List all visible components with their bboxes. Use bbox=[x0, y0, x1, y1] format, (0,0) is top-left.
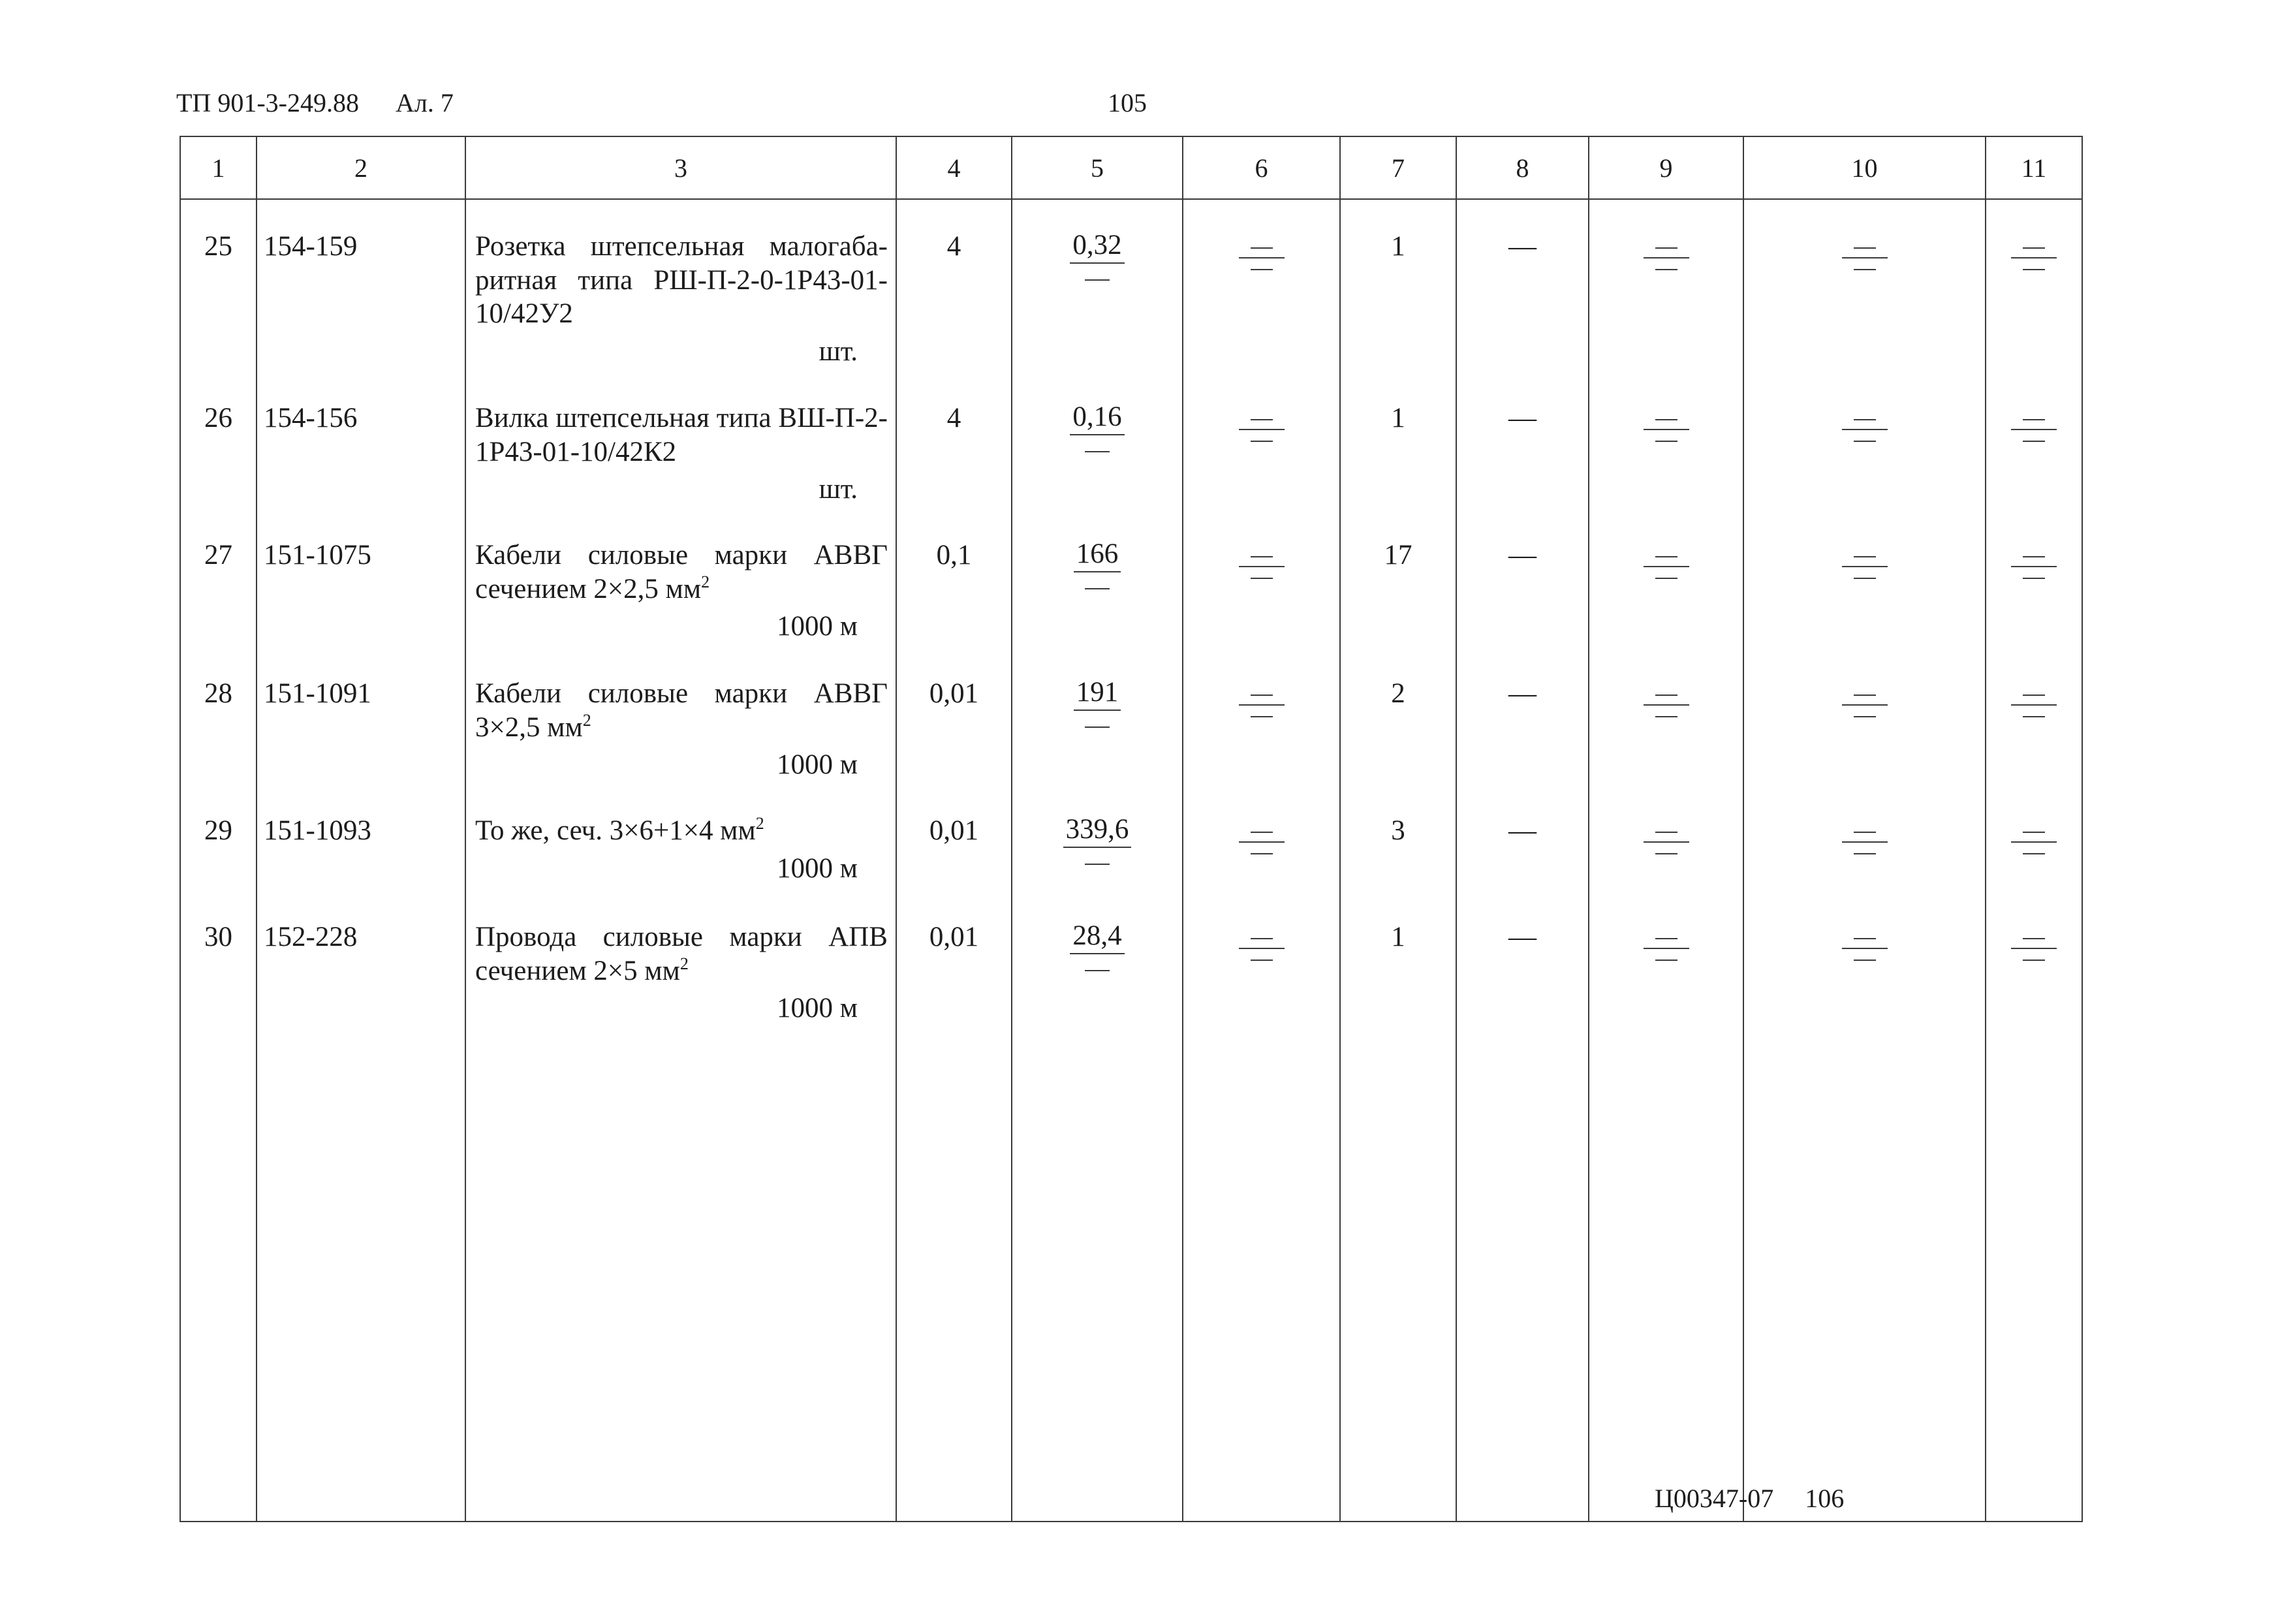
column-header: 10 bbox=[1743, 136, 1986, 199]
footer-sheet-number: 106 bbox=[1805, 1484, 1845, 1513]
empty-fraction bbox=[1239, 539, 1285, 584]
empty-fraction bbox=[1239, 920, 1285, 966]
unit-cost-cell bbox=[1012, 371, 1183, 508]
empty-fraction-cell bbox=[1986, 508, 2082, 647]
empty-dash bbox=[1085, 451, 1110, 452]
price-code: 151-1091 bbox=[257, 647, 465, 784]
empty-fraction bbox=[1239, 677, 1285, 723]
empty-fraction bbox=[2011, 539, 2057, 584]
empty-dash bbox=[1085, 279, 1110, 281]
unit-cost-fraction bbox=[1070, 920, 1124, 986]
item-name: Кабели силовые марки АВВГ сечением 2×2,5 мм bbox=[475, 540, 888, 604]
dash-value: — bbox=[1456, 647, 1589, 784]
empty-fraction-cell bbox=[1589, 890, 1743, 1025]
empty-fraction bbox=[2011, 677, 2057, 723]
empty-fraction-cell bbox=[1986, 890, 2082, 1025]
quantity: 0,1 bbox=[896, 508, 1012, 647]
item-unit: 1000 м bbox=[777, 993, 858, 1024]
dash-value: — bbox=[1456, 890, 1589, 1025]
table-row bbox=[180, 508, 2082, 647]
empty-fraction-cell bbox=[1743, 371, 1986, 508]
table-row bbox=[180, 890, 2082, 1025]
empty-fraction bbox=[2011, 230, 2057, 275]
empty-fraction-cell bbox=[1589, 508, 1743, 647]
unit-cost: 191 bbox=[1074, 677, 1121, 711]
total-value: 1 bbox=[1340, 371, 1456, 508]
column-number-row bbox=[180, 136, 2082, 199]
unit-cost: 0,32 bbox=[1070, 230, 1124, 264]
row-number: 28 bbox=[180, 647, 257, 784]
empty-fraction-cell bbox=[1743, 784, 1986, 890]
row-number: 25 bbox=[180, 199, 257, 371]
item-name-wrap bbox=[475, 814, 888, 848]
table-row bbox=[180, 199, 2082, 371]
row-number: 27 bbox=[180, 508, 257, 647]
table-row bbox=[180, 371, 2082, 508]
empty-fraction-cell bbox=[1986, 199, 2082, 371]
empty-fraction-cell bbox=[1183, 890, 1340, 1025]
empty-fraction bbox=[1842, 920, 1888, 966]
item-unit: шт. bbox=[819, 336, 858, 367]
item-name-cell bbox=[465, 199, 896, 371]
column-header: 8 bbox=[1456, 136, 1589, 199]
empty-fraction bbox=[1644, 539, 1689, 584]
unit-cost-fraction bbox=[1070, 230, 1124, 295]
unit-cost-fraction bbox=[1070, 401, 1124, 467]
total-value: 1 bbox=[1340, 890, 1456, 1025]
price-code: 151-1093 bbox=[257, 784, 465, 890]
quantity: 0,01 bbox=[896, 784, 1012, 890]
quantity: 4 bbox=[896, 199, 1012, 371]
empty-fraction bbox=[1644, 814, 1689, 860]
superscript: 2 bbox=[679, 954, 689, 973]
table-row bbox=[180, 784, 2082, 890]
empty-fraction-cell bbox=[1743, 647, 1986, 784]
empty-fraction bbox=[2011, 814, 2057, 860]
document-code: ТП 901-3-249.88 bbox=[176, 88, 359, 117]
item-name: Кабели силовые марки АВВГ 3×2,5 мм bbox=[475, 678, 888, 743]
empty-fraction-cell bbox=[1183, 199, 1340, 371]
column-header: 9 bbox=[1589, 136, 1743, 199]
dash-value: — bbox=[1456, 508, 1589, 647]
unit-cost: 0,16 bbox=[1070, 401, 1124, 435]
empty-fraction bbox=[1842, 230, 1888, 275]
empty-fraction bbox=[1239, 230, 1285, 275]
empty-fraction bbox=[1644, 677, 1689, 723]
empty-fraction bbox=[2011, 920, 2057, 966]
unit-cost: 166 bbox=[1074, 539, 1121, 572]
unit-cost-cell bbox=[1012, 890, 1183, 1025]
item-name: То же, сеч. 3×6+1×4 мм bbox=[475, 815, 756, 846]
quantity: 4 bbox=[896, 371, 1012, 508]
empty-fraction bbox=[2011, 401, 2057, 447]
price-code: 151-1075 bbox=[257, 508, 465, 647]
column-header: 7 bbox=[1340, 136, 1456, 199]
empty-fraction bbox=[1644, 401, 1689, 447]
price-code: 154-156 bbox=[257, 371, 465, 508]
row-number: 29 bbox=[180, 784, 257, 890]
item-unit: 1000 м bbox=[777, 852, 858, 884]
superscript: 2 bbox=[755, 814, 764, 833]
specification-table bbox=[179, 136, 2083, 1522]
item-unit: шт. bbox=[819, 474, 858, 505]
empty-fraction-cell bbox=[1743, 890, 1986, 1025]
column-header: 2 bbox=[257, 136, 465, 199]
empty-fraction-cell bbox=[1986, 647, 2082, 784]
dash-value: — bbox=[1456, 199, 1589, 371]
item-name-cell bbox=[465, 508, 896, 647]
total-value: 17 bbox=[1340, 508, 1456, 647]
total-value: 1 bbox=[1340, 199, 1456, 371]
empty-fraction bbox=[1239, 401, 1285, 447]
item-name-cell bbox=[465, 647, 896, 784]
table-row bbox=[180, 647, 2082, 784]
empty-fraction bbox=[1644, 920, 1689, 966]
unit-cost-fraction bbox=[1063, 814, 1132, 879]
superscript: 2 bbox=[701, 572, 710, 591]
empty-fraction-cell bbox=[1743, 199, 1986, 371]
unit-cost: 28,4 bbox=[1070, 920, 1124, 954]
empty-fraction-cell bbox=[1986, 784, 2082, 890]
price-code: 154-159 bbox=[257, 199, 465, 371]
unit-cost-cell bbox=[1012, 508, 1183, 647]
unit-cost-fraction bbox=[1074, 677, 1121, 742]
item-name: Вилка штепсельная типа ВШ-П-2-1Р43-01-10/42К2 bbox=[475, 403, 888, 467]
item-name-cell bbox=[465, 890, 896, 1025]
empty-fraction-cell bbox=[1589, 371, 1743, 508]
empty-fraction-cell bbox=[1183, 784, 1340, 890]
document-header bbox=[176, 90, 454, 116]
item-name-cell bbox=[465, 784, 896, 890]
page-number: 105 bbox=[1108, 88, 1147, 117]
document-footer bbox=[1655, 1486, 1844, 1512]
empty-fraction-cell bbox=[1589, 784, 1743, 890]
superscript: 2 bbox=[582, 710, 591, 730]
empty-fraction bbox=[1644, 230, 1689, 275]
row-number: 26 bbox=[180, 371, 257, 508]
column-header: 4 bbox=[896, 136, 1012, 199]
total-value: 2 bbox=[1340, 647, 1456, 784]
dash-value: — bbox=[1456, 371, 1589, 508]
empty-fraction-cell bbox=[1743, 508, 1986, 647]
empty-fraction-cell bbox=[1183, 371, 1340, 508]
item-name-wrap bbox=[475, 920, 888, 988]
empty-dash bbox=[1085, 726, 1110, 728]
column-header: 6 bbox=[1183, 136, 1340, 199]
empty-dash bbox=[1085, 588, 1110, 589]
quantity: 0,01 bbox=[896, 647, 1012, 784]
empty-fraction-cell bbox=[1589, 647, 1743, 784]
empty-dash bbox=[1085, 970, 1110, 971]
total-value: 3 bbox=[1340, 784, 1456, 890]
item-name-cell bbox=[465, 371, 896, 508]
dash-value: — bbox=[1456, 784, 1589, 890]
column-header: 5 bbox=[1012, 136, 1183, 199]
empty-fraction-cell bbox=[1183, 508, 1340, 647]
empty-fraction bbox=[1239, 814, 1285, 860]
footer-code: Ц00347-07 bbox=[1655, 1484, 1774, 1513]
empty-fraction bbox=[1842, 677, 1888, 723]
item-unit: 1000 м bbox=[777, 749, 858, 781]
empty-fraction bbox=[1842, 401, 1888, 447]
column-header: 11 bbox=[1986, 136, 2082, 199]
empty-fraction-cell bbox=[1589, 199, 1743, 371]
quantity: 0,01 bbox=[896, 890, 1012, 1025]
item-name-wrap bbox=[475, 677, 888, 744]
empty-table-area bbox=[180, 1025, 2082, 1522]
empty-fraction-cell bbox=[1183, 647, 1340, 784]
appendix-label: Ал. 7 bbox=[395, 88, 454, 117]
item-name-wrap bbox=[475, 539, 888, 606]
unit-cost-cell bbox=[1012, 647, 1183, 784]
empty-fraction-cell bbox=[1986, 371, 2082, 508]
empty-fraction bbox=[1842, 539, 1888, 584]
item-unit: 1000 м bbox=[777, 611, 858, 642]
unit-cost-fraction bbox=[1074, 539, 1121, 604]
price-code: 152-228 bbox=[257, 890, 465, 1025]
empty-fraction bbox=[1842, 814, 1888, 860]
item-name: Провода силовые марки АПВ сечением 2×5 мм bbox=[475, 922, 888, 986]
unit-cost-cell bbox=[1012, 199, 1183, 371]
column-header: 1 bbox=[180, 136, 257, 199]
unit-cost-cell bbox=[1012, 784, 1183, 890]
unit-cost: 339,6 bbox=[1063, 814, 1132, 848]
item-name: Розетка штепсельная малогаба-ритная типа РШ-П-2-0-1Р43-01-10/42У2 bbox=[475, 231, 888, 330]
row-number: 30 bbox=[180, 890, 257, 1025]
column-header: 3 bbox=[465, 136, 896, 199]
empty-dash bbox=[1085, 864, 1110, 865]
